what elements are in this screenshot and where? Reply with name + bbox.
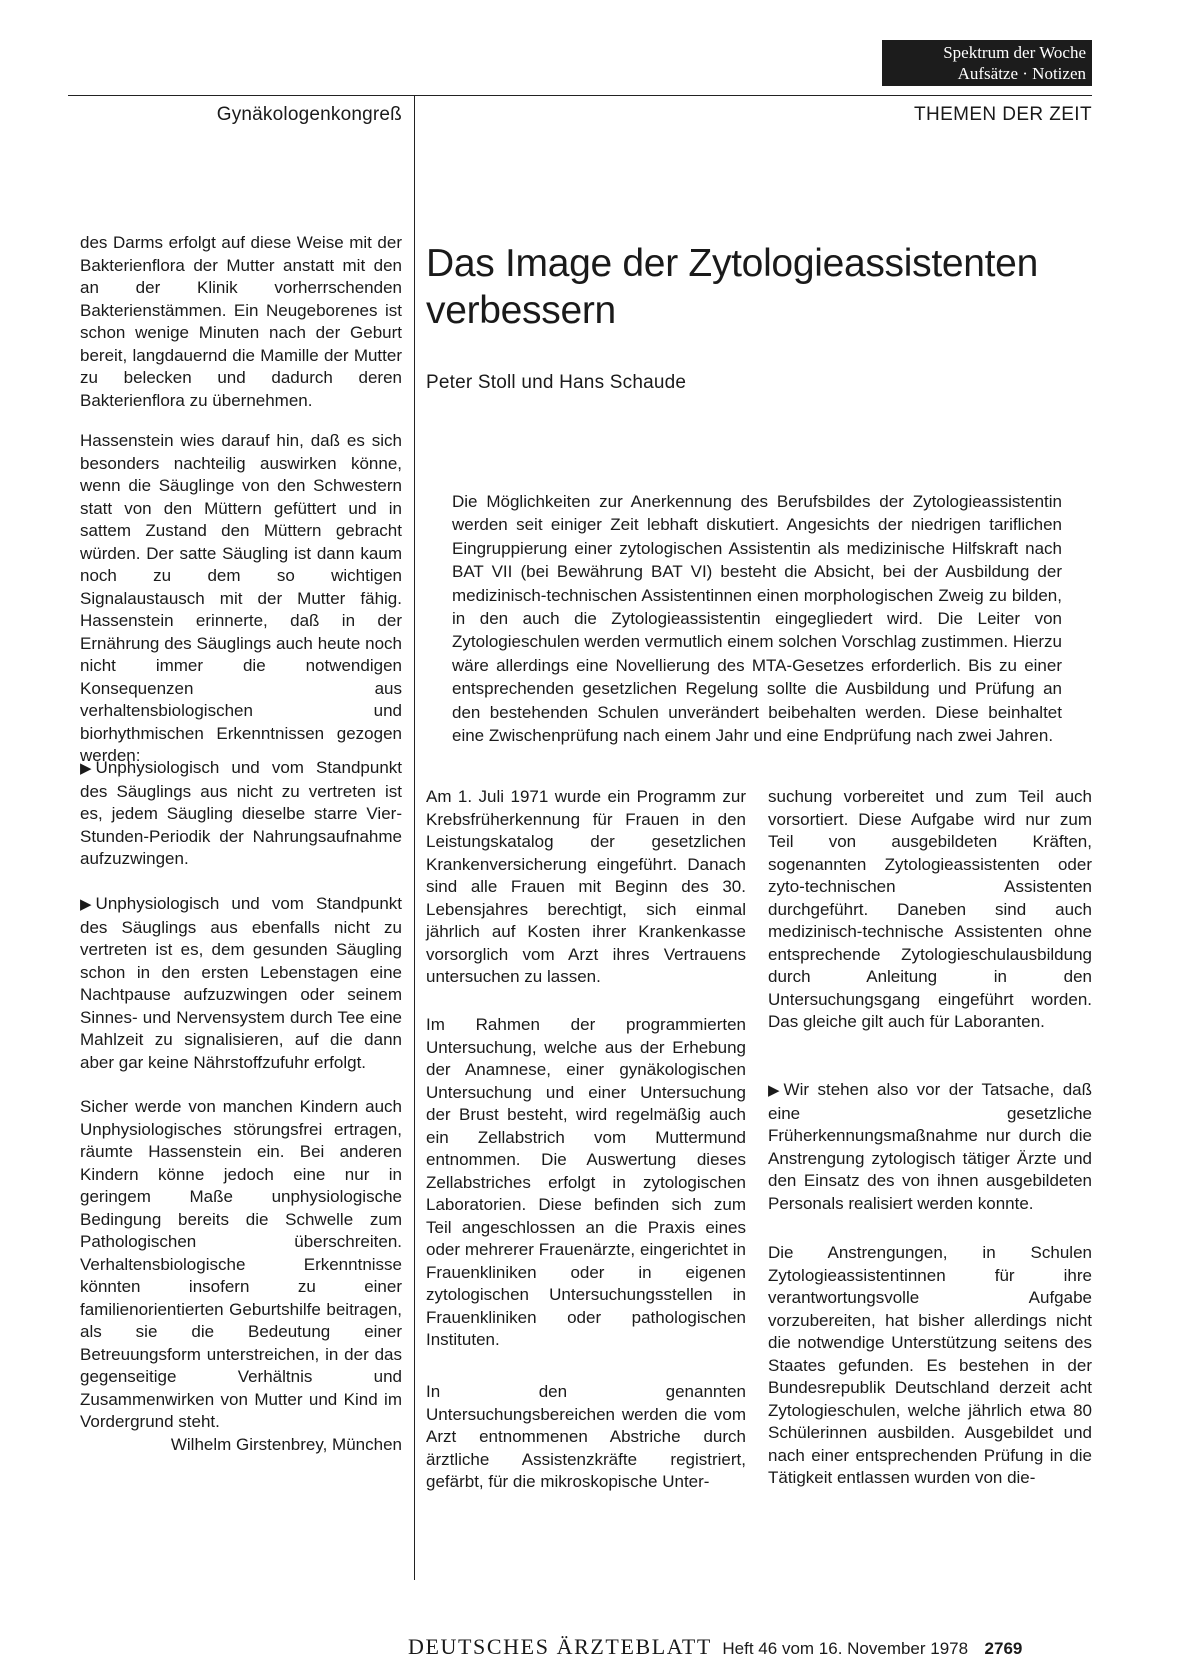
page-footer [408, 1634, 1092, 1660]
prev-article-paragraph-2: Hassenstein wies darauf hin, daß es sich besonders nachteilig auswirken könne, wenn die Säuglinge von den Schwestern statt von den Müttern gefüttert und in sattem Zustand den Müttern gebracht würden. Der satte Säugling ist dann kaum noch zu dem so wichtigen Signalaustausch mit der Mutter fähig. Hassenstein erinnerte, daß in der Ernährung des Säuglings auch heute noch nicht immer die notwendigen Konsequenzen aus verhaltensbiologischen und biorhythmischen Erkenntnissen gezogen werden: [80, 431, 402, 765]
badge-line-1: Spektrum der Woche [943, 43, 1086, 62]
article-paragraph-3: In den genannten Untersuchungsbereichen werden die vom Arzt entnommenen Abstriche durch ärztliche Assistenzkräfte registriert, gefärbt, für die mikroskopische Unter- [426, 1382, 746, 1491]
issue-info: Heft 46 vom 16. November 1978 [722, 1639, 969, 1658]
badge-line-2: Aufsätze · Notizen [957, 64, 1086, 83]
section-label-left: Gynäkologenkongreß [216, 104, 402, 125]
article-paragraph-1: Am 1. Juli 1971 wurde ein Programm zur Krebsfrüherkennung für Frauen in den Leistungskatalog der gesetzlichen Krankenversicherung eingeführt. Danach sind alle Frauen mit Beginn des 30. Lebensjahres berechtigt, sich einmal jährlich auf Kosten ihrer Krankenkasse vorsorglich vom Arzt ihres Vertrauens untersuchen zu lassen. [426, 787, 746, 986]
prev-article-bullet-2: ▶ Unphysiologisch und vom Standpunkt des Säuglings aus ebenfalls nicht zu vertreten ist es, dem gesunden Säugling schon in den ersten Lebenstagen eine Nachtpause aufzuzwingen oder seinem Sinnes- und Nervensystem durch Tee eine Mahlzeit zu signalisieren, auf die dann aber gar keine Nährstoffzufuhr erfolgt. [80, 894, 402, 1072]
triangle-right-icon: ▶ [768, 1082, 780, 1099]
article-paragraph-2: Im Rahmen der programmierten Untersuchung, welche aus der Erhebung der Anamnese, einer gynäkologischen Untersuchung und einer Untersuchung der Brust besteht, wird regelmäßig auch ein Zellabstrich vom Muttermund entnommen. Die Auswertung dieses Zellabstriches erfolgt in zytologischen Laboratorien. Diese befinden sich zum Teil angeschlossen an die Praxis eines oder mehrerer Frauenärzte, eingerichtet in Frauenkliniken oder in eigenen zytologischen Untersuchungsstellen in Frauenkliniken oder pathologischen Instituten. [426, 1015, 746, 1349]
prev-article-paragraph-5: Sicher werde von manchen Kindern auch Unphysiologisches störungsfrei ertragen, räumte Hassenstein ein. Bei anderen Kindern könne jedoch eine nur in geringem Maße unphysiologische Bedingung bereits die Schwelle zum Pathologischen überschreiten. Verhaltensbiologische Erkenntnisse könnten insofern zu einer familienorientierten Geburtshilfe beitragen, als sie die Bedeutung einer Betreuungsform unterstreichen, in der das gegenseitige Verhältnis und Zusammenwirken von Mutter und Kind im Vordergrund steht. Wilhelm Girstenbrey, München [80, 1096, 402, 1456]
article-authors: Peter Stoll und Hans Schaude [426, 372, 687, 393]
article-title-line-2: verbessern [426, 289, 616, 332]
prev-article-bullet-1: ▶ Unphysiologisch und vom Standpunkt des Säuglings aus nicht zu vertreten ist es, jedem Säugling dieselbe starre Vier-Stunden-Periodik der Nahrungsaufnahme aufzuzwingen. [80, 758, 402, 868]
article-paragraph-5: ▶ Wir stehen also vor der Tatsache, daß eine gesetzliche Früherkennungsmaßnahme nur durch die Anstrengung zytologisch tätiger Ärzte und den Einsatz des von ihnen ausgebildeten Personals realisiert werden konnte. [768, 1080, 1092, 1213]
section-badge [882, 40, 1092, 86]
article-abstract: Die Möglichkeiten zur Anerkennung des Berufsbildes der Zytologieassistentin werden seit einiger Zeit lebhaft diskutiert. Angesichts der niedrigen tariflichen Eingruppierung einer zytologischen Assistentin als medizinische Hilfskraft nach BAT VII (bei Bewährung BAT VI) besteht die Absicht, bei der Ausbildung der medizinisch-technischen Assistentinnen einen morphologischen Zweig zu bilden, in den auch die Zytologieassistentin eingegliedert wird. Die Leiter von Zytologieschulen werden vermutlich einem solchen Vorschlag zustimmen. Hierzu wäre allerdings eine Novellierung des MTA-Gesetzes erforderlich. Bis zu einer entsprechenden gesetzlichen Regelung sollte die Ausbildung und Prüfung an den bestehenden Schulen unverändert beibehalten werden. Diese beinhaltet eine Zwischenprüfung nach einem Jahr und eine Endprüfung nach zwei Jahren. [452, 492, 1062, 746]
triangle-right-icon: ▶ [80, 896, 92, 913]
section-label-right: THEMEN DER ZEIT [913, 104, 1092, 125]
article-paragraph-4: suchung vorbereitet und zum Teil auch vorsortiert. Diese Aufgabe wird nur zum Teil von ausgebildeten Kräften, sogenannten Zytologieassistenten oder zyto-technischen Assistenten durchgeführt. Daneben sind auch medizinisch-technische Assistenten ohne entsprechende Zytologieschulausbildung durch Anleitung in den Untersuchungsgang eingeführt worden. Das gleiche gilt auch für Laboranten. [768, 787, 1092, 1031]
triangle-right-icon: ▶ [80, 760, 92, 777]
prev-article-paragraph-1: des Darms erfolgt auf diese Weise mit der Bakterienflora der Mutter anstatt mit den an der Klinik vorherrschenden Bakterienstämmen. Ein Neugeborenes ist schon wenige Minuten nach der Geburt bereit, langdauernd die Mamille der Mutter zu belecken und dadurch deren Bakterienflora zu übernehmen. [80, 233, 402, 410]
article-title-line-1: Das Image der Zytologieassistenten [426, 242, 1038, 285]
author-signature: Wilhelm Girstenbrey, München [170, 1434, 402, 1454]
header-rule [68, 95, 1092, 96]
journal-name: DEUTSCHES ÄRZTEBLATT [408, 1634, 712, 1659]
article-paragraph-6: Die Anstrengungen, in Schulen Zytologieassistentinnen für ihre verantwortungsvolle Aufgabe vorzubereiten, hat bisher allerdings nicht die notwendige Unterstützung seitens des Staates gefunden. Es bestehen in der Bundesrepublik Deutschland derzeit acht Zytologieschulen, welche jährlich etwa 80 Schülerinnen ausbilden. Ausgebildet und nach einer entsprechenden Prüfung in die Tätigkeit entlassen wurden von die- [768, 1243, 1092, 1487]
page-number: 2769 [984, 1639, 1023, 1658]
article-title [426, 240, 1106, 334]
column-divider [414, 96, 415, 1580]
